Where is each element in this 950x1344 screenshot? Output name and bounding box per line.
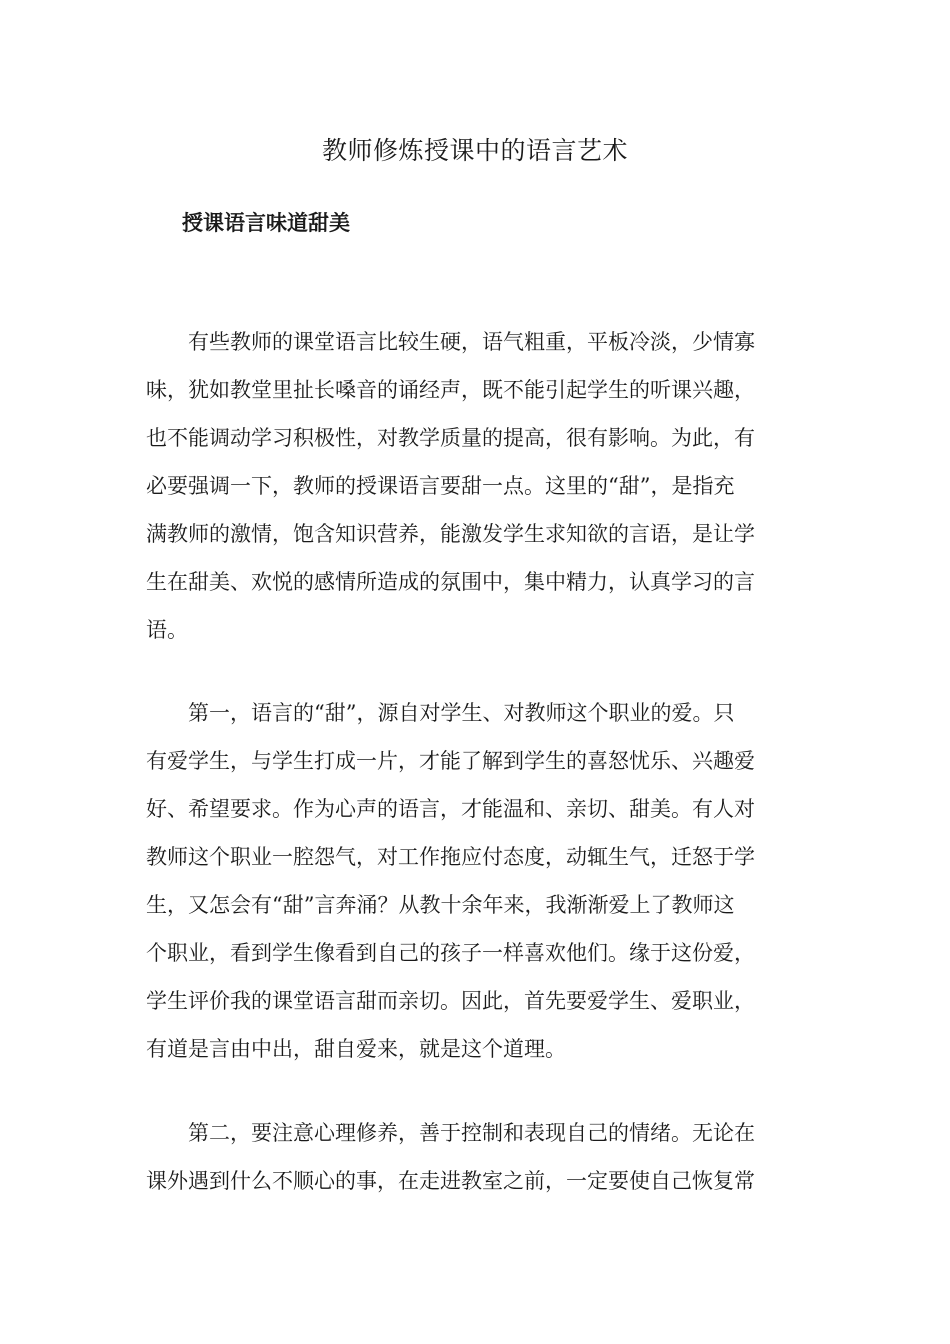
text-line: 生在甜美、欢悦的感情所造成的氛围中，集中精力，认真学习的言 [146, 570, 755, 594]
text-line: 课外遇到什么不顺心的事，在走进教室之前，一定要使自己恢复常 [146, 1169, 755, 1193]
paragraph-first-point [146, 689, 796, 1073]
text-line: 好、希望要求。作为心声的语言，才能温和、亲切、甜美。有人对 [146, 797, 755, 821]
text-line: 个职业，看到学生像看到自己的孩子一样喜欢他们。缘于这份爱， [146, 941, 755, 965]
text-line: 也不能调动学习积极性，对教学质量的提高，很有影响。为此，有 [146, 426, 755, 450]
text-line: 味，犹如教堂里扯长嗓音的诵经声，既不能引起学生的听课兴趣， [146, 378, 755, 402]
text-line: 第二，要注意心理修养，善于控制和表现自己的情绪。无论在 [146, 1121, 755, 1145]
text-line: 语。 [146, 618, 188, 642]
text-line: 生，又怎会有“甜”言奔涌？从教十余年来，我渐渐爱上了教师这 [146, 893, 735, 917]
text-line: 有些教师的课堂语言比较生硬，语气粗重，平板冷淡，少情寡 [146, 330, 755, 354]
text-line: 第一，语言的“甜”，源自对学生、对教师这个职业的爱。只 [146, 701, 735, 725]
paragraph-intro [146, 318, 796, 654]
text-line: 教师这个职业一腔怨气，对工作拖应付态度，动辄生气，迁怒于学 [146, 845, 755, 869]
section-heading: 授课语言味道甜美 [182, 210, 350, 235]
paragraph-second-point [146, 1109, 796, 1205]
text-line: 学生评价我的课堂语言甜而亲切。因此，首先要爱学生、爱职业， [146, 989, 755, 1013]
text-line: 有爱学生，与学生打成一片，才能了解到学生的喜怒忧乐、兴趣爱 [146, 749, 755, 773]
document-title: 教师修炼授课中的语言艺术 [321, 136, 628, 165]
text-line: 必要强调一下，教师的授课语言要甜一点。这里的“甜”，是指充 [146, 474, 735, 498]
text-line: 满教师的激情，饱含知识营养，能激发学生求知欲的言语，是让学 [146, 522, 755, 546]
text-line: 有道是言由中出，甜自爱来，就是这个道理。 [146, 1037, 566, 1061]
